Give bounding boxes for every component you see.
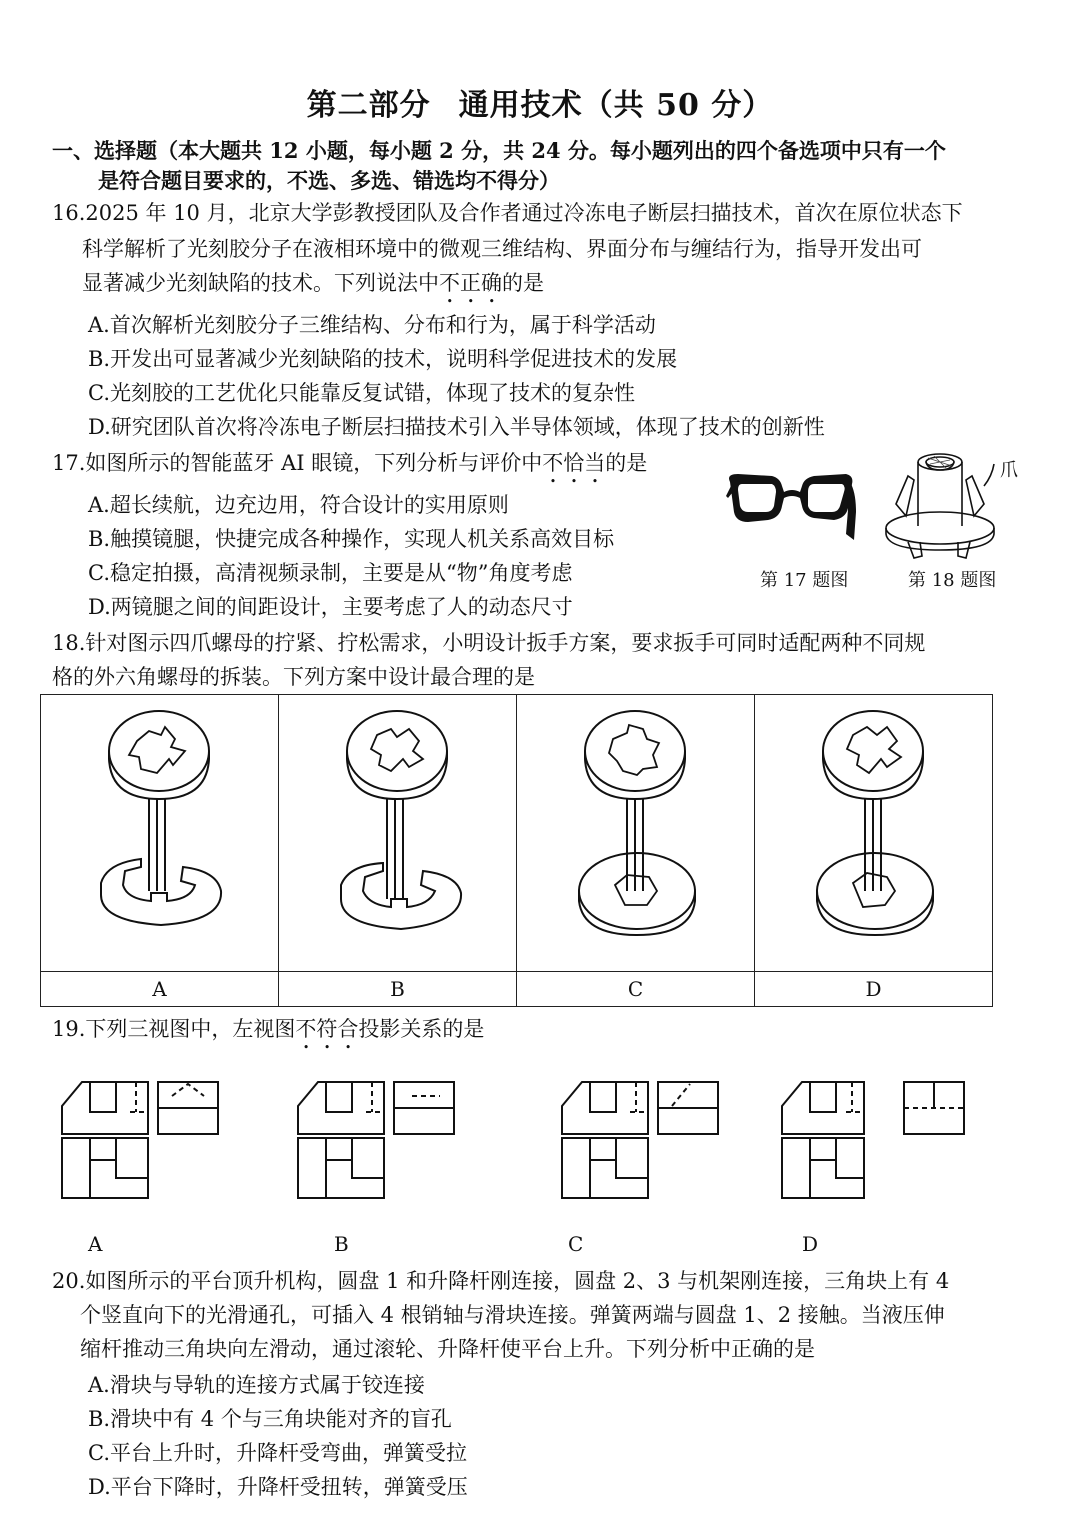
- q17-stem-text: 17.如图所示的智能蓝牙 AI 眼镜，下列分析与评价中: [52, 451, 543, 475]
- q18-figure-a[interactable]: [41, 695, 279, 972]
- q17-option-d[interactable]: D.两镜腿之间的间距设计，主要考虑了人的动态尺寸: [88, 595, 573, 619]
- q16-option-d[interactable]: D.研究团队首次将冷冻电子断层扫描技术引入半导体领域，体现了技术的创新性: [88, 415, 825, 439]
- q20-option-a[interactable]: A.滑块与导轨的连接方式属于铰连接: [88, 1373, 425, 1397]
- q18-label-d[interactable]: D: [755, 972, 993, 1007]
- q19-stem-text: 19.下列三视图中，左视图: [52, 1017, 296, 1041]
- title-part: 第二部分: [306, 88, 431, 123]
- q20-stem-line2: 个竖直向下的光滑通孔，可插入 4 根销轴与滑块连接。弹簧两端与圆盘 1、2 接触。当液压伸: [80, 1303, 945, 1327]
- q17-option-a[interactable]: A.超长续航，边充边用，符合设计的实用原则: [88, 493, 509, 517]
- q17-option-b[interactable]: B.触摸镜腿，快捷完成各种操作，实现人机关系高效目标: [88, 527, 615, 551]
- q20-option-b[interactable]: B.滑块中有 4 个与三角块能对齐的盲孔: [88, 1407, 452, 1431]
- section-heading-line2: 是符合题目要求的，不选、多选、错选均不得分）: [98, 168, 560, 193]
- q17-option-c[interactable]: C.稳定拍摄，高清视频录制，主要是从“物”角度考虑: [88, 561, 573, 585]
- q19-label-c[interactable]: C: [568, 1232, 584, 1256]
- fig17-caption: 第 17 题图: [760, 570, 849, 591]
- glasses-figure: [722, 462, 862, 552]
- q16-stem-line1: 16.2025 年 10 月，北京大学彭教授团队及合作者通过冷冻电子断层扫描技术，首次在原位状态下: [52, 201, 963, 225]
- q19-view-a[interactable]: [60, 1078, 222, 1200]
- q17-emphasis: 不恰当: [542, 451, 606, 475]
- q18-options-table: [40, 694, 993, 1007]
- q19-view-c[interactable]: [560, 1078, 722, 1200]
- q18-stem-line2: 格的外六角螺母的拆装。下列方案中设计最合理的是: [52, 665, 535, 689]
- q17-stem: [52, 448, 647, 488]
- q16-stem-text: 显著减少光刻缺陷的技术。下列说法中: [82, 271, 439, 295]
- q18-figure-c[interactable]: [517, 695, 755, 972]
- q18-figure-b[interactable]: [279, 695, 517, 972]
- q19-stem-end: 投影关系的是: [358, 1017, 485, 1041]
- q17-stem-end: 的是: [605, 451, 648, 475]
- q16-option-a[interactable]: A.首次解析光刻胶分子三维结构、分布和行为，属于科学活动: [88, 313, 656, 337]
- q20-option-c[interactable]: C.平台上升时，升降杆受弯曲，弹簧受拉: [88, 1441, 467, 1465]
- q19-emphasis: 不符合: [295, 1017, 359, 1041]
- title-subject: 通用技术（共 50 分）: [458, 88, 774, 123]
- q16-stem-end: 的是: [502, 271, 544, 295]
- q16-emphasis: 不正确: [439, 271, 502, 295]
- section-heading-line1: 一、选择题（本大题共 12 小题，每小题 2 分，共 24 分。每小题列出的四个备选项中只有一个: [52, 138, 946, 163]
- q19-label-b[interactable]: B: [334, 1232, 349, 1256]
- q18-label-b[interactable]: B: [279, 972, 517, 1007]
- q16-option-c[interactable]: C.光刻胶的工艺优化只能靠反复试错，体现了技术的复杂性: [88, 381, 635, 405]
- q20-option-d[interactable]: D.平台下降时，升降杆受扭转，弹簧受压: [88, 1475, 468, 1499]
- q18-label-c[interactable]: C: [517, 972, 755, 1007]
- q19-view-d[interactable]: [780, 1078, 970, 1200]
- fig18-caption: 第 18 题图: [908, 570, 997, 591]
- q19-view-b[interactable]: [296, 1078, 458, 1200]
- claw-nut-figure: [878, 446, 1018, 566]
- q19-label-d[interactable]: D: [802, 1232, 819, 1256]
- q16-stem-line2: 科学解析了光刻胶分子在液相环境中的微观三维结构、界面分布与缠结行为，指导开发出可: [82, 237, 922, 261]
- claw-label: 爪: [1000, 460, 1018, 481]
- q18-stem-line1: 18.针对图示四爪螺母的拧紧、拧松需求，小明设计扳手方案，要求扳手可同时适配两种不同规: [52, 631, 926, 655]
- q20-stem-line3: 缩杆推动三角块向左滑动，通过滚轮、升降杆使平台上升。下列分析中正确的是: [80, 1337, 815, 1361]
- q19-stem: [52, 1014, 484, 1054]
- q20-stem-line1: 20.如图所示的平台顶升机构，圆盘 1 和升降杆刚连接，圆盘 2、3 与机架刚连接，三角块上有 4: [52, 1269, 950, 1293]
- q18-figure-d[interactable]: [755, 695, 993, 972]
- q16-option-b[interactable]: B.开发出可显著减少光刻缺陷的技术，说明科学促进技术的发展: [88, 347, 678, 371]
- q18-label-a[interactable]: A: [41, 972, 279, 1007]
- page-title: [0, 80, 1080, 124]
- q16-stem-line3: [82, 268, 544, 308]
- q19-label-a[interactable]: A: [88, 1232, 103, 1256]
